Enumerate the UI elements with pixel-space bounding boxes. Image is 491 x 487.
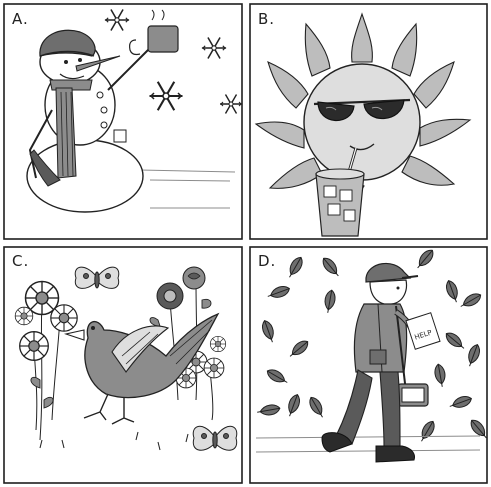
panel-d-label: D.	[258, 252, 277, 270]
panel-b	[250, 4, 487, 239]
paper-sign-text: HELP	[413, 328, 433, 342]
panel-a	[4, 4, 242, 239]
panel-a-label: A.	[12, 10, 29, 28]
panel-d	[250, 247, 490, 483]
panel-c-label: C.	[12, 252, 30, 270]
panel-c	[4, 247, 242, 483]
panel-b-label: B.	[258, 10, 276, 28]
